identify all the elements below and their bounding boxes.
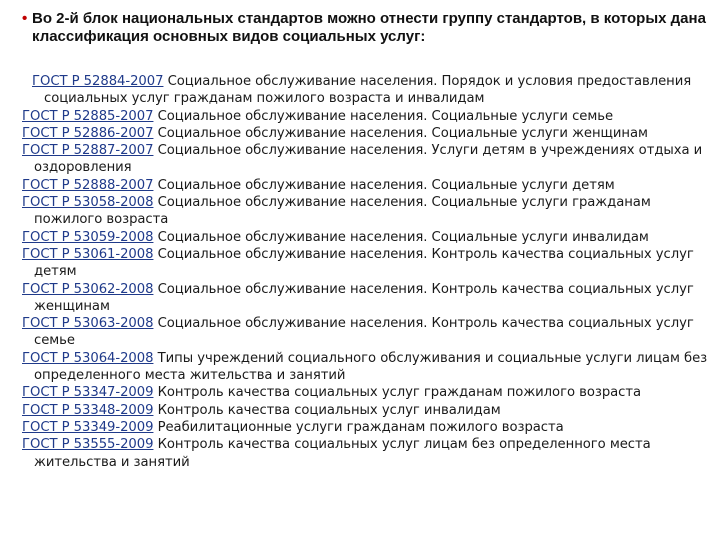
bullet-icon: • — [22, 10, 28, 27]
standard-title: Реабилитационные услуги гражданам пожилого возраста — [153, 419, 564, 435]
standard-title: Социальное обслуживание населения. Услуги детям в учреждениях отдыха и оздоровления — [34, 143, 703, 176]
standard-item — [22, 436, 716, 471]
standard-code-link[interactable]: ГОСТ Р 52888-2007 — [22, 177, 154, 193]
standard-item — [22, 281, 716, 316]
standard-title: Социальное обслуживание населения. Социальные услуги гражданам пожилого возраста — [34, 195, 651, 228]
standard-code-link[interactable]: ГОСТ Р 53347-2009 — [22, 385, 154, 401]
standard-item — [22, 73, 716, 108]
standard-title: Контроль качества социальных услуг гражданам пожилого возраста — [153, 385, 642, 401]
standard-item — [22, 350, 716, 385]
standard-item — [22, 142, 716, 177]
standard-title: Социальное обслуживание населения. Социальные услуги женщинам — [153, 125, 648, 141]
standard-code-link[interactable]: ГОСТ Р 53349-2009 — [22, 419, 154, 435]
standard-item — [22, 419, 716, 436]
intro-text: Во 2-й блок национальных стандартов можно отнести группу стандартов, в которых дана классификация основных видов социальных услуг: — [32, 10, 706, 45]
standards-list — [22, 73, 716, 471]
standard-item — [22, 177, 716, 194]
standard-code-link[interactable]: ГОСТ Р 53064-2008 — [22, 350, 154, 366]
standard-title: Социальное обслуживание населения. Социальные услуги инвалидам — [153, 229, 649, 245]
standard-code-link[interactable]: ГОСТ Р 52884-2007 — [32, 74, 164, 89]
standard-title: Социальное обслуживание населения. Социальные услуги семье — [153, 108, 614, 124]
standard-code-link[interactable]: ГОСТ Р 53062-2008 — [22, 281, 154, 297]
standard-code-link[interactable]: ГОСТ Р 53063-2008 — [22, 316, 154, 332]
standard-item — [22, 194, 716, 229]
standard-item — [22, 125, 716, 142]
standard-item — [22, 246, 716, 281]
standard-code-link[interactable]: ГОСТ Р 52887-2007 — [22, 143, 154, 159]
standard-item — [22, 229, 716, 246]
intro-paragraph — [22, 10, 712, 46]
standard-code-link[interactable]: ГОСТ Р 52885-2007 — [22, 108, 154, 124]
standard-title: Типы учреждений социального обслуживания и социальные услуги лицам без определенного места жительства и занятий — [34, 350, 708, 384]
standard-item — [22, 384, 716, 401]
standard-title: Контроль качества социальных услуг инвалидам — [153, 402, 501, 418]
standard-title: Социальное обслуживание населения. Социальные услуги детям — [153, 177, 615, 193]
standard-item — [22, 402, 716, 419]
standard-code-link[interactable]: ГОСТ Р 53555-2009 — [22, 437, 154, 453]
standard-code-link[interactable]: ГОСТ Р 53058-2008 — [22, 195, 154, 211]
standard-title: Социальное обслуживание населения. Контроль качества социальных услуг семье — [34, 316, 694, 349]
standard-item — [22, 315, 716, 350]
standard-item — [22, 108, 716, 125]
standard-code-link[interactable]: ГОСТ Р 53061-2008 — [22, 246, 154, 262]
standard-code-link[interactable]: ГОСТ Р 53348-2009 — [22, 402, 154, 418]
standard-code-link[interactable]: ГОСТ Р 53059-2008 — [22, 229, 154, 245]
standard-title: Социальное обслуживание населения. Порядок и условия предоставления социальных услуг гражданам пожилого возраста и инвалидам — [44, 74, 692, 107]
standard-code-link[interactable]: ГОСТ Р 52886-2007 — [22, 125, 154, 141]
standard-title: Социальное обслуживание населения. Контроль качества социальных услуг детям — [34, 246, 694, 280]
standard-title: Социальное обслуживание населения. Контроль качества социальных услуг женщинам — [34, 281, 694, 314]
standard-title: Контроль качества социальных услуг лицам без определенного места жительства и занятий — [34, 437, 651, 470]
